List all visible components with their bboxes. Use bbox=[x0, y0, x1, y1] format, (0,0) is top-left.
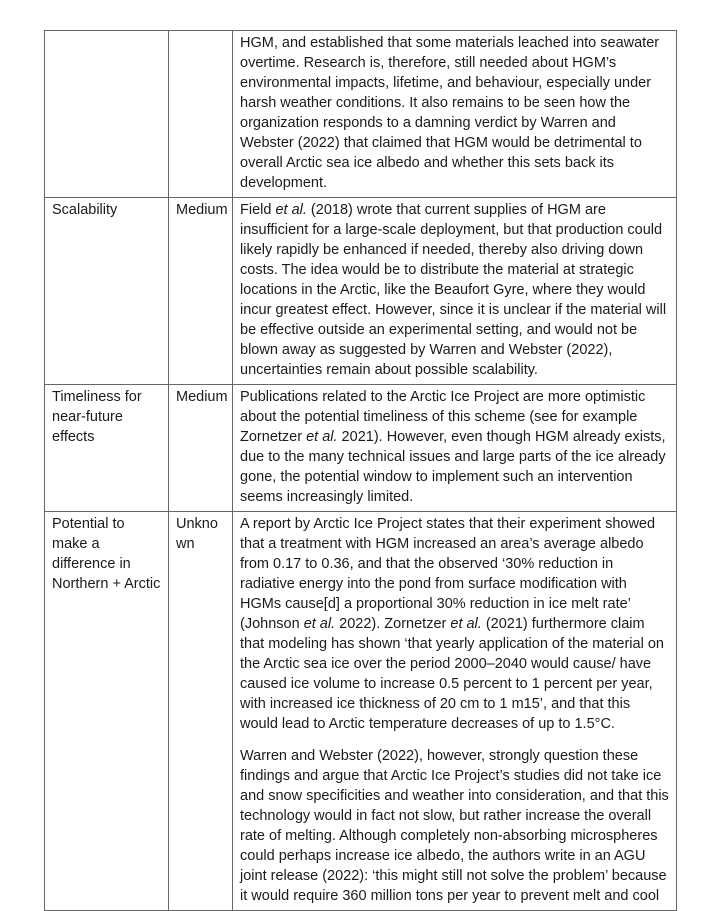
text-run: 2021). However, even though HGM already exists, due to the many technical issues and large parts of the ice already gone, the potential window to implement such an intervention seems increasingly limited. bbox=[240, 429, 666, 505]
description-cell bbox=[233, 198, 677, 385]
table-row bbox=[45, 385, 677, 512]
text-run: (2018) wrote that current supplies of HGM are insufficient for a large-scale deployment, but that production could likely rapidly be enhanced if needed, thereby also driving down costs. The idea would be to distribute the material at strategic locations in the Arctic, like the Beaufort Gyre, where they would incur greatest effect. However, since it is unclear if the material will be effective outside an experimental setting, and would not be blown away as suggested by Warren and Webster (2022), uncertainties remain about possible scalability. bbox=[240, 202, 667, 378]
criterion-cell: Timeliness for near-future effects bbox=[45, 385, 169, 512]
text-run: HGM, and established that some materials leached into seawater overtime. Research is, therefore, still needed about HGM’s environmental impacts, lifetime, and behaviour, especially under harsh weather conditions. It also remains to be seen how the organization responds to a damning verdict by Warren and Webster (2022) that claimed that HGM would be detrimental to overall Arctic sea ice albedo and whether this sets back its development. bbox=[240, 35, 660, 191]
paragraph bbox=[240, 514, 669, 734]
criterion-cell bbox=[45, 31, 169, 198]
description-cell bbox=[233, 385, 677, 512]
rating-cell: Medium bbox=[169, 198, 233, 385]
description-cell bbox=[233, 512, 677, 911]
criterion-cell: Scalability bbox=[45, 198, 169, 385]
table-row bbox=[45, 198, 677, 385]
text-run: Publications related to the Arctic Ice Project are more optimistic about the potential timeliness of this scheme (see for example Zornetzer bbox=[240, 389, 646, 445]
text-run: Field bbox=[240, 202, 276, 218]
italic-text-run: et al. bbox=[275, 202, 307, 218]
italic-text-run: et al. bbox=[450, 616, 482, 632]
rating-cell: Medium bbox=[169, 385, 233, 512]
text-run: A report by Arctic Ice Project states that their experiment showed that a treatment with HGM increased an area’s average albedo from 0.17 to 0.36, and that the observed ‘30% reduction in radiative energy into the pond from surface modification with HGMs cause[d] a proportional 30% reduction in ice melt rate’ (Johnson bbox=[240, 516, 656, 632]
rating-cell: Unknown bbox=[169, 512, 233, 911]
text-run: Warren and Webster (2022), however, strongly question these findings and argue that Arctic Ice Project’s studies did not take ice and snow specificities and weather into consideration, and that this technology would in fact not slow, but rather increase the overall rate of melting. Although completely non-absorbing microspheres could perhaps increase ice albedo, the authors write in an AGU joint release (2022): ‘this might still not solve the problem’ because it would require 360 million tons per year to prevent melt and cool bbox=[240, 748, 669, 904]
description-cell bbox=[233, 31, 677, 198]
italic-text-run: et al. bbox=[306, 429, 338, 445]
criterion-cell: Potential to make a difference in Northern + Arctic bbox=[45, 512, 169, 911]
paragraph bbox=[240, 33, 669, 193]
criteria-table-body bbox=[45, 31, 677, 911]
text-run: (2021) furthermore claim that modeling has shown ‘that yearly application of the material on the Arctic sea ice over the period 2000–2040 would cause/ have caused ice volume to increase 0.5 percent to 1 percent per year, with increased ice thickness of 20 cm to 1 m15’, and that this would lead to Arctic temperature decreases of up to 1.5°C. bbox=[240, 616, 664, 732]
text-run: 2022). Zornetzer bbox=[335, 616, 451, 632]
paragraph bbox=[240, 200, 669, 380]
paragraph bbox=[240, 387, 669, 507]
table-row bbox=[45, 31, 677, 198]
rating-cell bbox=[169, 31, 233, 198]
italic-text-run: et al. bbox=[303, 616, 336, 632]
paragraph bbox=[240, 746, 669, 906]
criteria-table bbox=[44, 30, 677, 911]
table-row bbox=[45, 512, 677, 911]
